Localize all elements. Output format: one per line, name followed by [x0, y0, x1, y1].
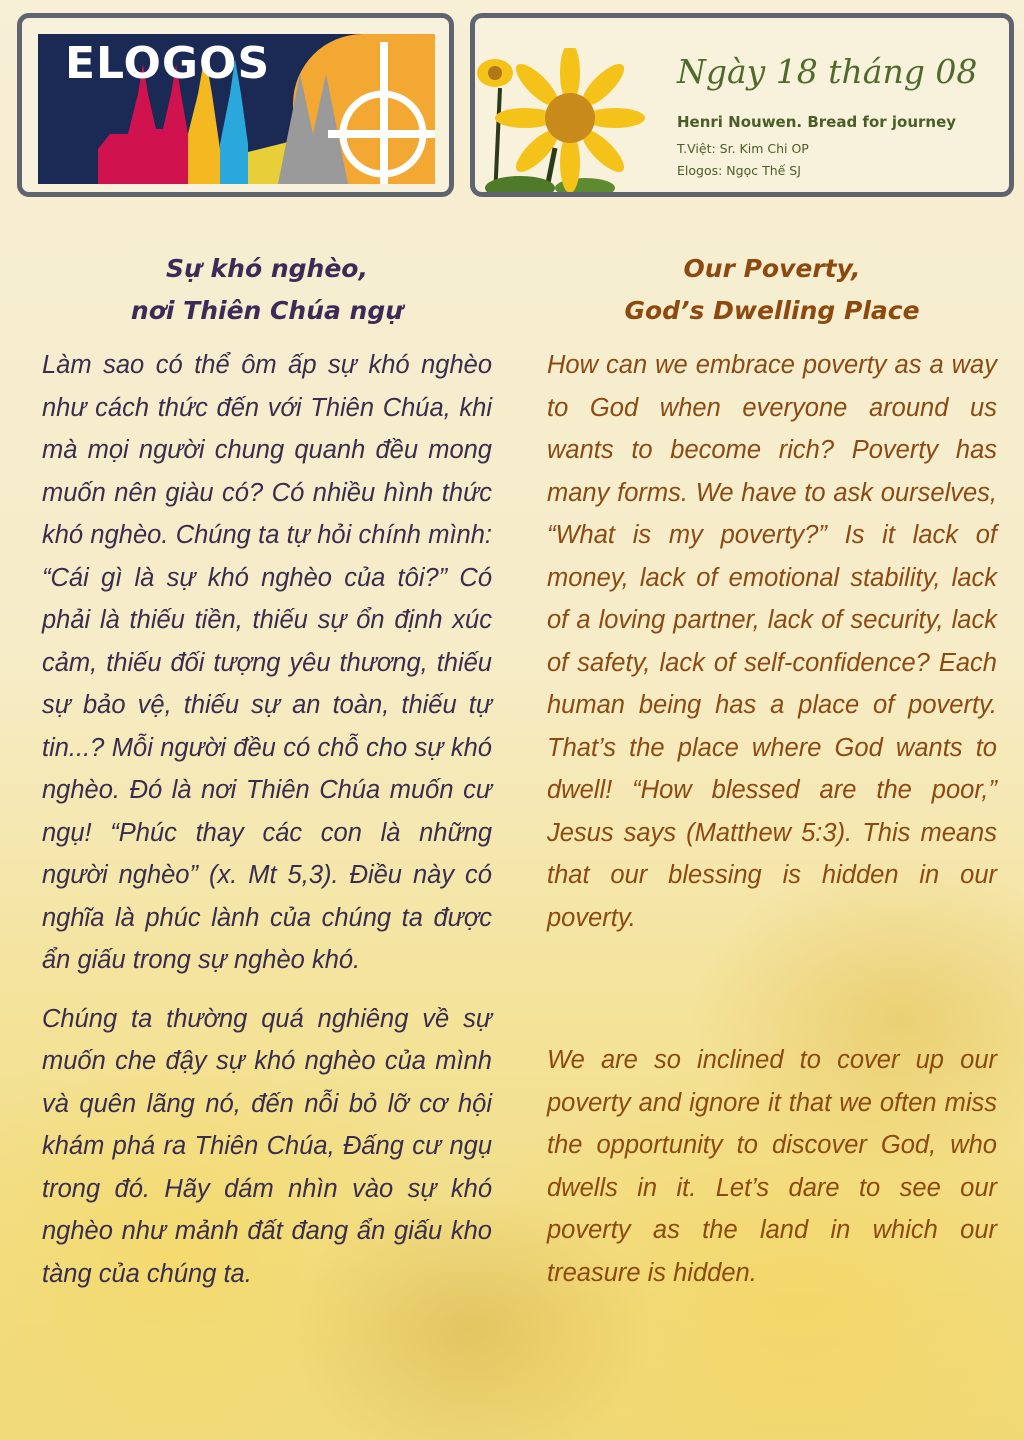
date-heading: Ngày 18 tháng 08	[677, 52, 978, 91]
logo-text: ELOGOS	[65, 38, 271, 89]
vietnamese-title	[42, 248, 492, 332]
title-line: Sự khó nghèo,	[166, 254, 368, 283]
paragraph: Làm sao có thể ôm ấp sự khó nghèo như cách thức đến với Thiên Chúa, khi mà mọi người chung quanh đều mong muốn nên giàu có? Có nhiều hình thức khó nghèo. Chúng ta tự hỏi chính mình: “Cái gì là sự khó nghèo của tôi?” Có phải là thiếu tiền, thiếu sự ổn định xúc cảm, thiếu đối tượng yêu thương, thiếu sự bảo vệ, thiếu sự an toàn, thiếu tự tin...? Mỗi người đều có chỗ cho sự khó nghèo. Đó là nơi Thiên Chúa muốn cư ngụ! “Phúc thay các con là những người nghèo” (x. Mt 5,3). Điều này có nghĩa là phúc lành của chúng ta được ẩn giấu trong sự nghèo khó.	[42, 351, 492, 974]
paragraph: We are so inclined to cover up our poverty and ignore it that we often miss the opportunity to discover God, who dwells in it. Let’s dare to see our poverty as the land in which our treasure is hidden.	[547, 1046, 997, 1287]
logo-frame	[17, 13, 454, 197]
editor-credit: Elogos: Ngọc Thế SJ	[677, 163, 801, 178]
elogos-logo	[38, 34, 435, 184]
english-column	[547, 248, 997, 1294]
paragraph: Chúng ta thường quá nghiêng về sự muốn che đậy sự khó nghèo của mình và quên lãng nó, đến nỗi bỏ lỡ cơ hội khám phá ra Thiên Chúa, Đấng cư ngụ trong đó. Hãy dám nhìn vào sự khó nghèo như mảnh đất đang ẩn giấu kho tàng của chúng ta.	[42, 1004, 492, 1288]
title-line: God’s Dwelling Place	[624, 296, 920, 325]
vietnamese-column	[42, 248, 492, 1295]
sunflower-image	[475, 48, 645, 197]
header-info-box	[470, 13, 1014, 197]
english-title	[547, 248, 997, 332]
title-line: nơi Thiên Chúa ngự	[130, 296, 404, 325]
paragraph: How can we embrace poverty as a way to God when everyone around us wants to become rich? Poverty has many forms. We have to ask ourselves, “What is my poverty?” Is it lack of money, lack of emotional stability, lack of a loving partner, lack of security, lack of safety, lack of self-confidence? Each human being has a place of poverty. That’s the place where God wants to dwell! “How blessed are the poor,” Jesus says (Matthew 5:3). This means that our blessing is hidden in our poverty.	[547, 351, 997, 932]
translator-credit: T.Việt: Sr. Kim Chi OP	[677, 141, 809, 156]
title-line: Our Poverty,	[683, 254, 861, 283]
author-source: Henri Nouwen. Bread for journey	[677, 113, 957, 131]
